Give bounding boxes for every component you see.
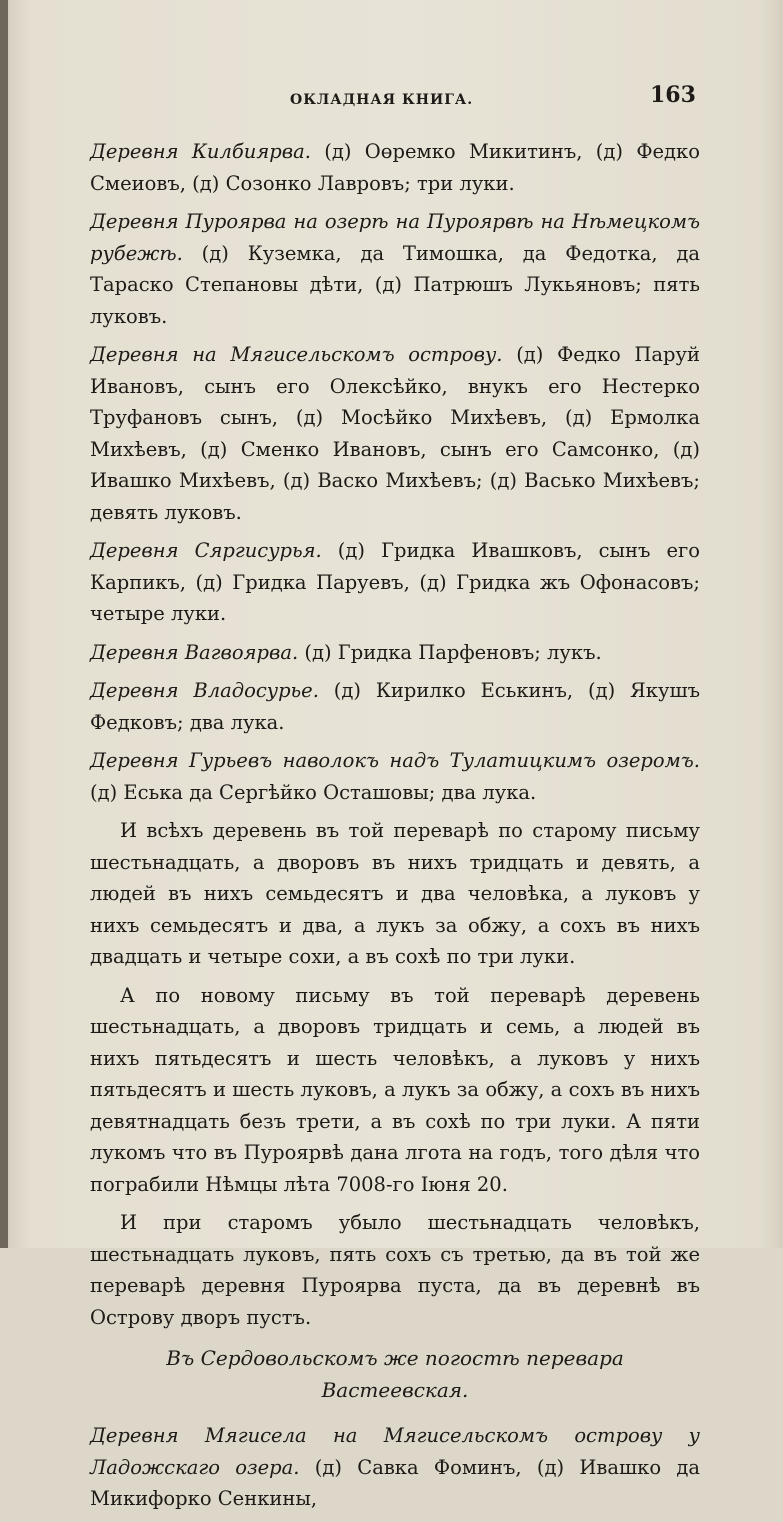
summary-paragraph-losses: И при старомъ убыло шестьнадцать человѣкъ, шестьнадцать луковъ, пять сохъ съ третью, да въ той же переварѣ деревня Пуроярва пуста, да въ деревнѣ въ Острову дворъ пустъ.	[90, 1211, 700, 1329]
page-body	[90, 136, 700, 1522]
village-residents: (д) Оөремко Микитинъ, (д) Федко Смеиовъ, (д) Созонко Лавровъ; три луки.	[90, 140, 700, 195]
village-entry	[90, 339, 700, 528]
village-residents: (д) Федко Паруй Ивановъ, сынъ его Олексѣйко, внукъ его Нестерко Труфановъ сынъ, (д) Мосѣйко Михѣевъ, (д) Ермолка Михѣевъ, (д) Сменко Ивановъ, сынъ его Самсонко, (д) Ивашко Михѣевъ, (д) Васко Михѣевъ; (д) Васько Михѣевъ; девять луковъ.	[90, 343, 701, 524]
village-entry	[90, 1420, 700, 1515]
village-residents: (д) Еська да Сергѣйко Осташовы; два лука.	[90, 780, 537, 804]
village-residents: (д) Савка Фоминъ, (д) Ивашко да Микифорко Сенкины,	[90, 1455, 700, 1510]
village-name: Деревня Килбиярва.	[90, 140, 311, 163]
village-entry	[90, 637, 700, 669]
village-entry	[90, 136, 700, 199]
summary-paragraph-old-census: И всѣхъ деревень въ той переварѣ по старому письму шестьнадцать, а дворовъ въ нихъ тридцать и девять, а людей въ нихъ семьдесятъ и два человѣка, а луковъ у нихъ семьдесятъ и два, а лукъ за обжу, а сохъ въ нихъ двадцать и четыре сохи, а въ сохѣ по три луки.	[90, 819, 700, 968]
village-entry	[90, 206, 700, 332]
village-name: Деревня Вагвоярва.	[90, 640, 299, 664]
summary-paragraph-new-census: А по новому письму въ той переварѣ деревень шестьнадцать, а дворовъ тридцать и семь, а людей въ нихъ пятьдесятъ и шесть человѣкъ, а луковъ у нихъ пятьдесятъ и шесть луковъ, а лукъ за обжу, а сохъ въ нихъ девятнадцать безъ трети, а въ сохѣ по три луки. А пяти лукомъ что въ Пуроярвѣ дана лгота на годъ, того дѣля что пограбили Нѣмцы лѣта 7008-го Іюня 20.	[90, 983, 700, 1196]
village-name: Деревня Гурьевъ наволокъ надъ Тулатицкимъ озеромъ.	[90, 749, 700, 772]
village-name: Деревня Пуроярва на озерѣ на Пуроярвѣ на Нѣмецкомъ рубежѣ.	[90, 210, 700, 265]
village-entry	[90, 745, 700, 808]
village-entry	[90, 675, 700, 738]
running-head: ОКЛАДНАЯ КНИГА.	[290, 92, 474, 108]
village-entry	[90, 535, 700, 630]
village-residents: (д) Гридка Ивашковъ, сынъ его Карпикъ, (д) Гридка Паруевъ, (д) Гридка жъ Офонасовъ; четыре луки.	[90, 539, 701, 625]
village-name: Деревня Владосурье.	[90, 679, 319, 702]
village-name: Деревня Мягисела на Мягисельскомъ острову у Ладожскаго озера.	[90, 1424, 700, 1479]
page-binding-edge	[0, 0, 8, 1248]
section-heading: Въ Сердовольскомъ же погостѣ перевара Вастеевская.	[166, 1346, 624, 1402]
village-name: Деревня Сяргисурья.	[90, 539, 322, 562]
village-residents: (д) Гридка Парфеновъ; лукъ.	[298, 640, 602, 664]
village-name: Деревня на Мягисельскомъ острову.	[90, 343, 503, 366]
village-residents: (д) Кирилко Еськинъ, (д) Якушъ Федковъ; два лука.	[90, 679, 700, 734]
village-residents: (д) Куземка, да Тимошка, да Федотка, да Тараско Степановы дѣти, (д) Патрюшъ Лукьяновъ; пять луковъ.	[90, 241, 700, 328]
page-number: 163	[650, 82, 696, 108]
